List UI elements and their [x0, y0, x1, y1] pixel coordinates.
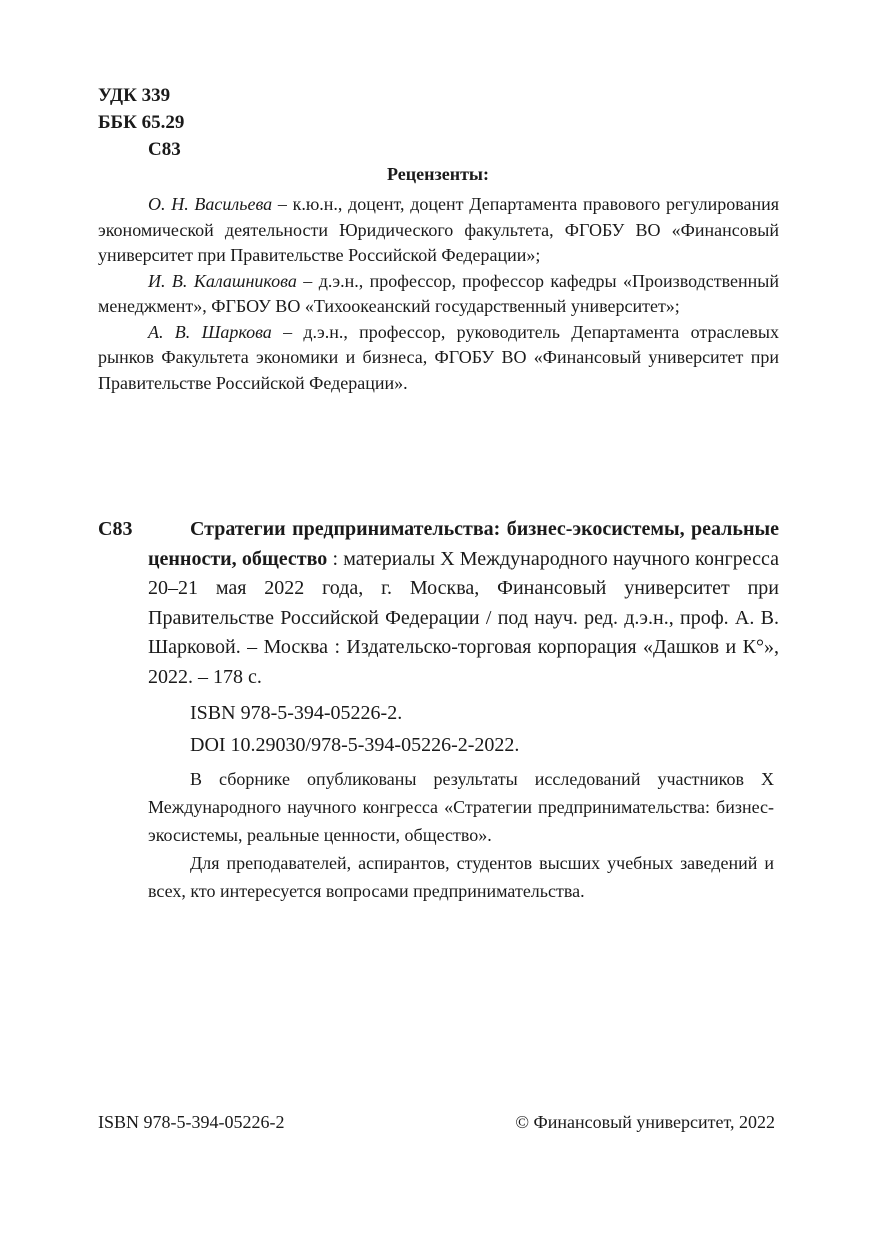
reviewers-heading: Рецензенты:	[387, 164, 489, 184]
biblio-code: С83	[98, 518, 133, 540]
annotation	[148, 765, 774, 905]
annotation-paragraph: В сборнике опубликованы результаты исследований участников X Международного научного конгресса «Стратегии предпринимательства: бизнес-экосистемы, реальные ценности, общество».	[148, 769, 774, 845]
annotation-paragraph: Для преподавателей, аспирантов, студентов высших учебных заведений и всех, кто интересуется вопросами предпринимательства.	[148, 853, 774, 901]
author-mark: С83	[148, 139, 181, 160]
reviewer-entry	[98, 320, 779, 397]
reviewer-description: – д.э.н., профессор, руководитель Департамента отраслевых рынков Факультета экономики и бизнеса, ФГОБУ ВО «Финансовый университет при Правительстве Российской Федерации».	[98, 321, 779, 393]
footer-isbn: ISBN 978-5-394-05226-2	[98, 1112, 285, 1132]
biblio-text	[148, 515, 779, 692]
doi: DOI 10.29030/978-5-394-05226-2-2022.	[190, 734, 520, 756]
book-description: : материалы X Международного научного конгресса 20–21 мая 2022 года, г. Москва, Финансовый университет при Правительстве Российской Федерации / под науч. ред. д.э.н., проф. А. В. Шарковой. – Москва : Издательско-торговая корпорация «Дашков и К°», 2022. – 178 с.	[148, 547, 779, 688]
udk-code: УДК 339	[98, 85, 171, 106]
reviewer-description: – д.э.н., профессор, профессор кафедры «Производственный менеджмент», ФГБОУ ВО «Тихоокеанский государственный университет»;	[98, 270, 779, 316]
book-title: Стратегии предпринимательства: бизнес-экосистемы, реальные ценности, общество	[148, 518, 779, 570]
reviewer-name: И. В. Калашникова	[148, 270, 297, 291]
reviewer-entry	[98, 269, 779, 320]
isbn: ISBN 978-5-394-05226-2.	[190, 702, 403, 724]
reviewers-list	[98, 192, 779, 396]
reviewer-entry	[98, 192, 779, 269]
bbk-code: ББК 65.29	[98, 112, 185, 133]
reviewer-description: – к.ю.н., доцент, доцент Департамента правового регулирования экономической деятельности Юридического факультета, ФГОБУ ВО «Финансовый университет при Правительстве Российской Федерации»;	[98, 194, 780, 265]
reviewer-name: А. В. Шаркова	[148, 321, 272, 342]
bibliographic-record	[98, 515, 779, 692]
identifiers	[190, 697, 519, 761]
footer-copyright: © Финансовый университет, 2022	[515, 1112, 775, 1132]
classification-codes	[98, 82, 184, 163]
reviewer-name: О. Н. Васильева	[148, 194, 273, 214]
